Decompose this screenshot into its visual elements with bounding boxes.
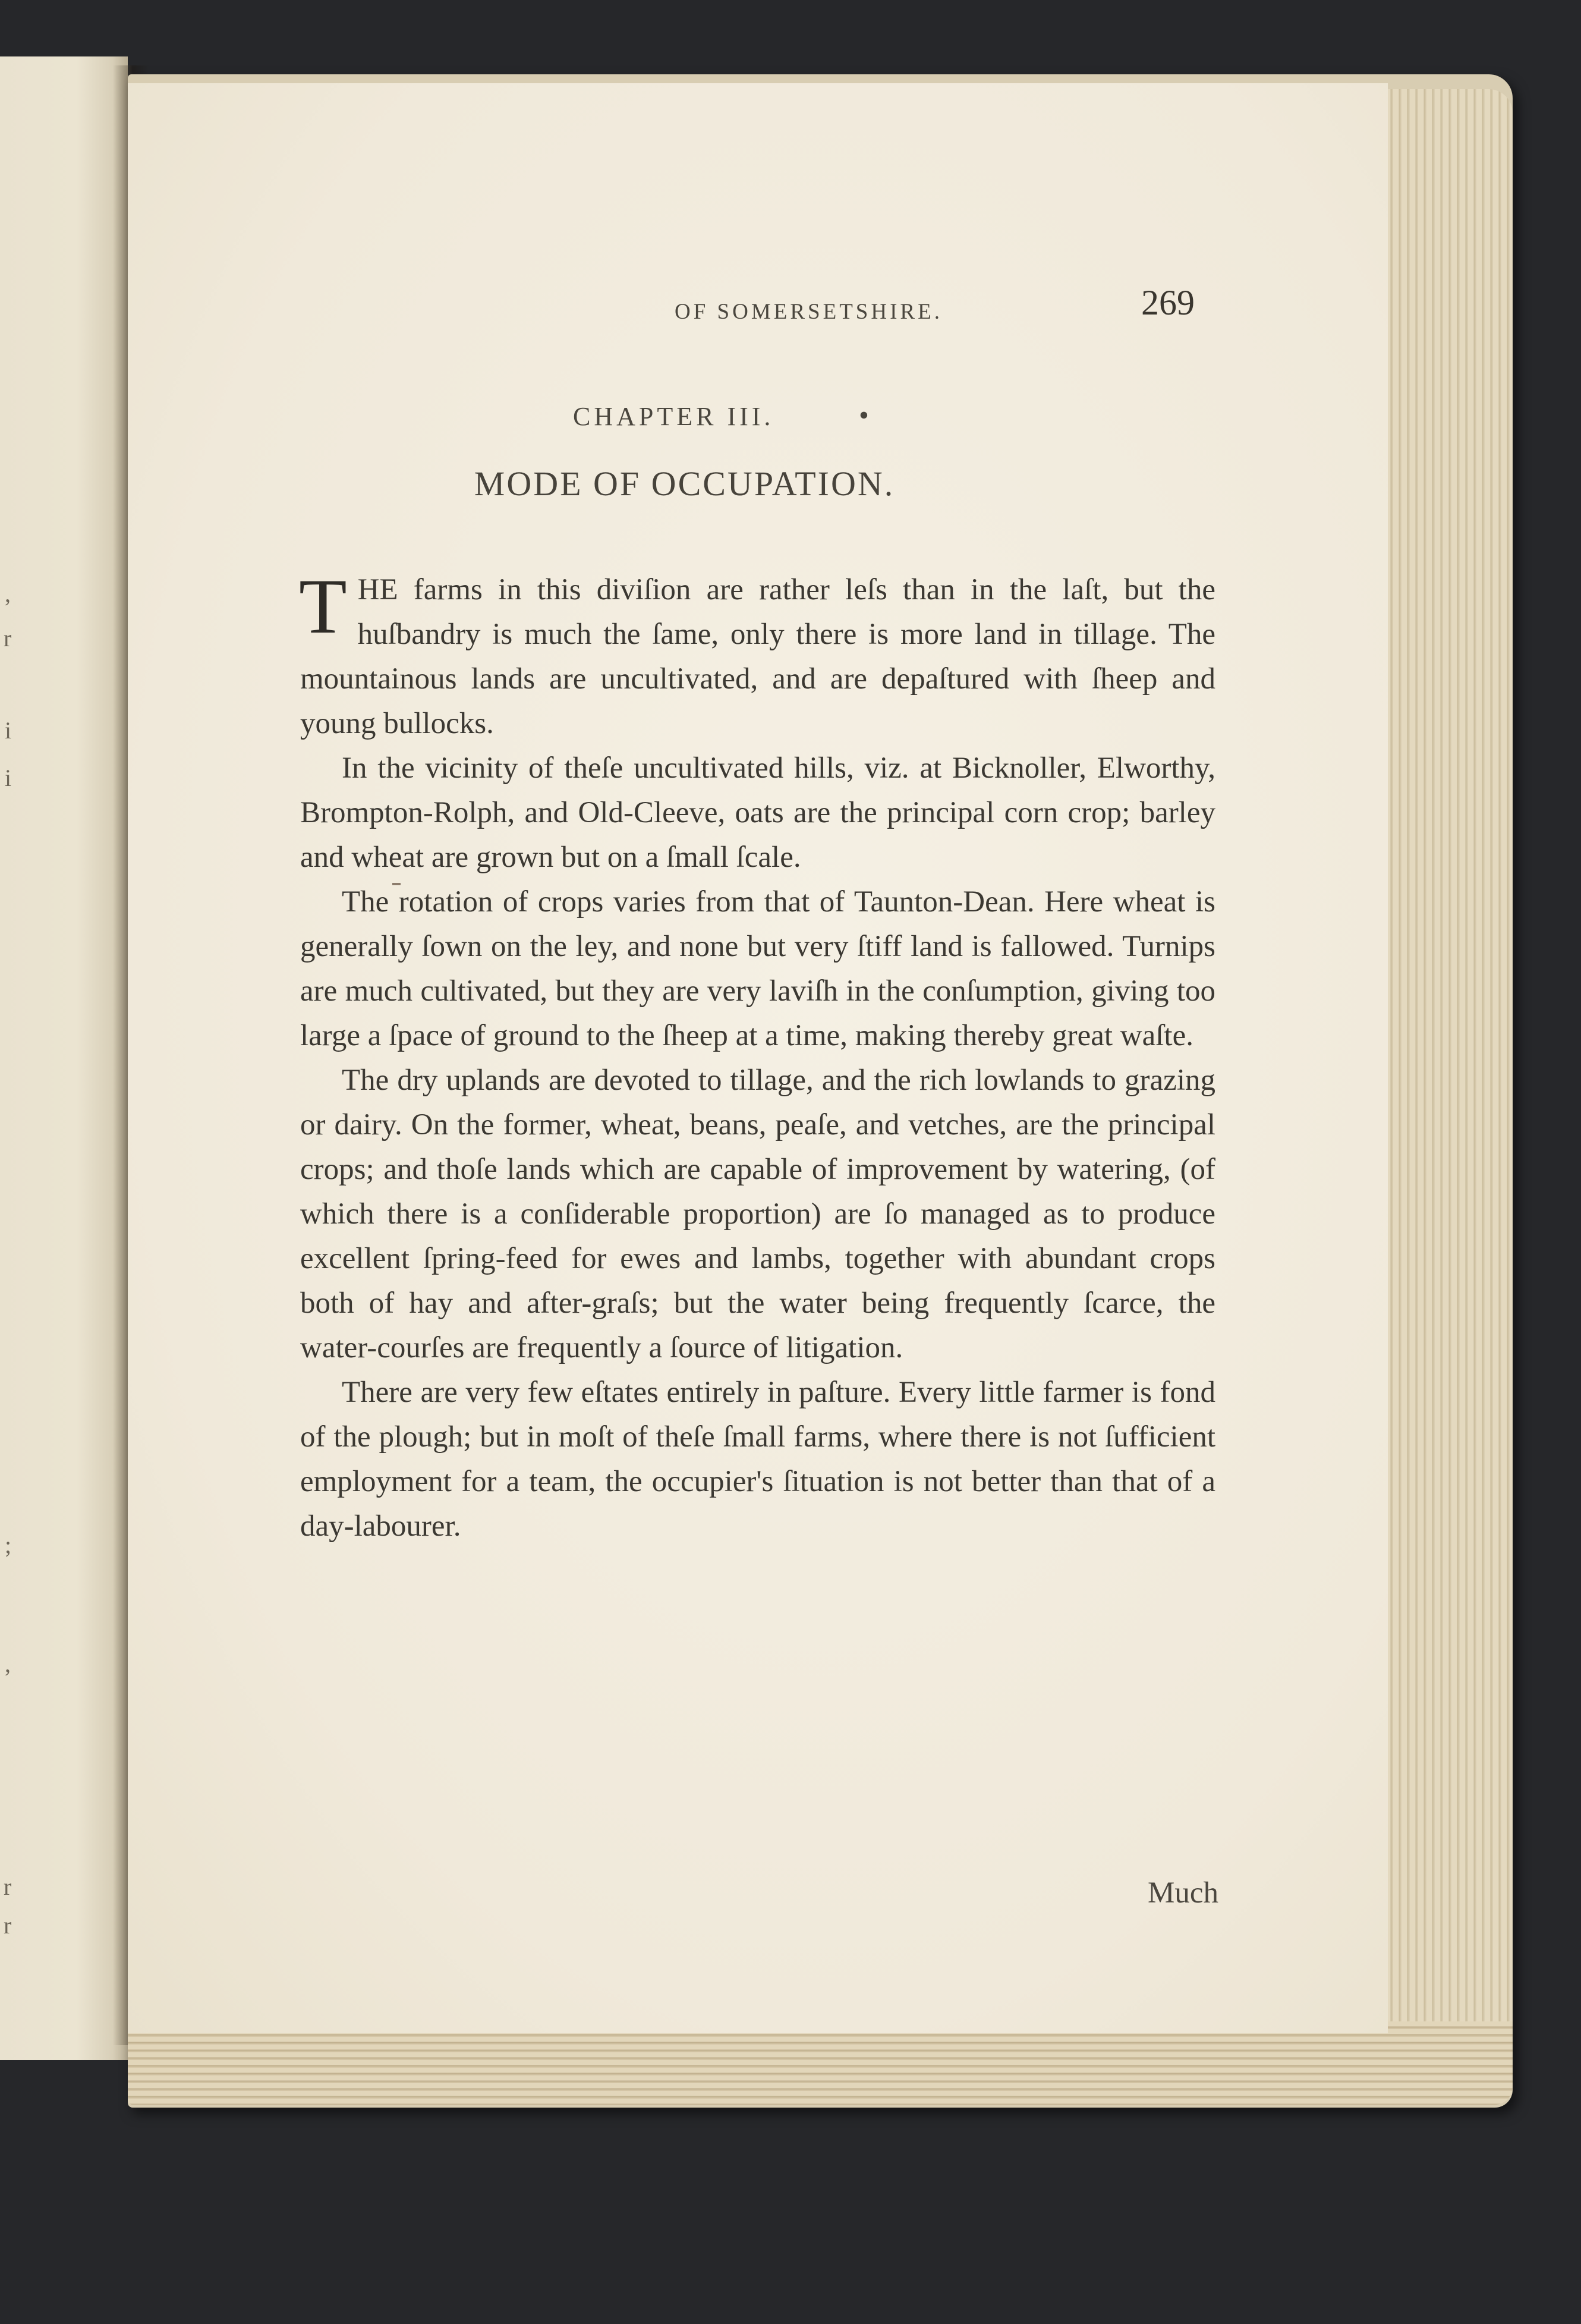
paragraph: There are very few eſtates entirely in paſture. Every little farmer is fond of the plough; but in moſt of theſe ſmall farms, where there is not ſufficient employment for a team, the occupier's ſituation is not better than that of a day-labourer. [300, 1376, 1215, 1543]
drop-cap: T [299, 562, 347, 650]
left-mark: r [4, 625, 12, 652]
body-text [299, 562, 1215, 1549]
book-page [128, 83, 1388, 2033]
paragraph [299, 562, 1215, 746]
catchword: Much [1148, 1876, 1218, 1910]
fore-edge-pages [1385, 89, 1513, 2099]
chapter-label: CHAPTER III. [573, 402, 774, 431]
paragraph-text: HE farms in this diviſion are rather leſs than in the laſt, but the huſbandry is much the ſame, only there is more land in tillage. The mountainous lands are uncultivated, and are depaſtured with ſheep and young bullocks. [300, 573, 1215, 740]
paragraph: In the vicinity of theſe uncultivated hills, viz. at Bicknoller, Elworthy, Brompton-Rolph, and Old-Cleeve, oats are the principal corn crop; barley and wheat are grown but on a ſmall ſcale. [300, 751, 1215, 874]
running-head [544, 282, 1376, 336]
chapter-heading [128, 401, 1388, 449]
page-number: 269 [1141, 283, 1195, 322]
chapter-mark: • [859, 400, 873, 431]
left-mark: , [5, 580, 11, 607]
paragraph: The dry uplands are devoted to tillage, and the rich lowlands to grazing or dairy. On the former, wheat, beans, peaſe, and vetches, are the principal crops; and thoſe lands which are capable of improvement by watering, (of which there is a conſiderable proportion) are ſo managed as to produce excellent ſpring-feed for ewes and lambs, together with abundant crops both of hay and after-graſs; but the water being frequently ſcarce, the water-courſes are frequently a ſource of litigation. [300, 1064, 1215, 1364]
left-mark: i [5, 717, 12, 744]
paragraph: The rotation of crops varies from that of Taunton-Dean. Here wheat is generally ſown on the ley, and none but very ſtiff land is fallowed. Turnips are much cultivated, but they are very laviſh in the conſumption, giving too large a ſpace of ground to the ſheep at a time, making thereby great waſte. [300, 885, 1215, 1052]
left-mark: , [5, 1650, 11, 1677]
left-mark: r [4, 1912, 12, 1939]
left-mark: i [5, 765, 12, 791]
bottom-edge-pages [128, 2021, 1513, 2105]
left-mark: r [4, 1873, 12, 1900]
left-mark: ; [5, 1531, 12, 1558]
section-title: MODE OF OCCUPATION. [474, 464, 895, 503]
running-head-title: OF SOMERSETSHIRE. [675, 300, 943, 324]
left-page-edge [0, 56, 128, 2060]
